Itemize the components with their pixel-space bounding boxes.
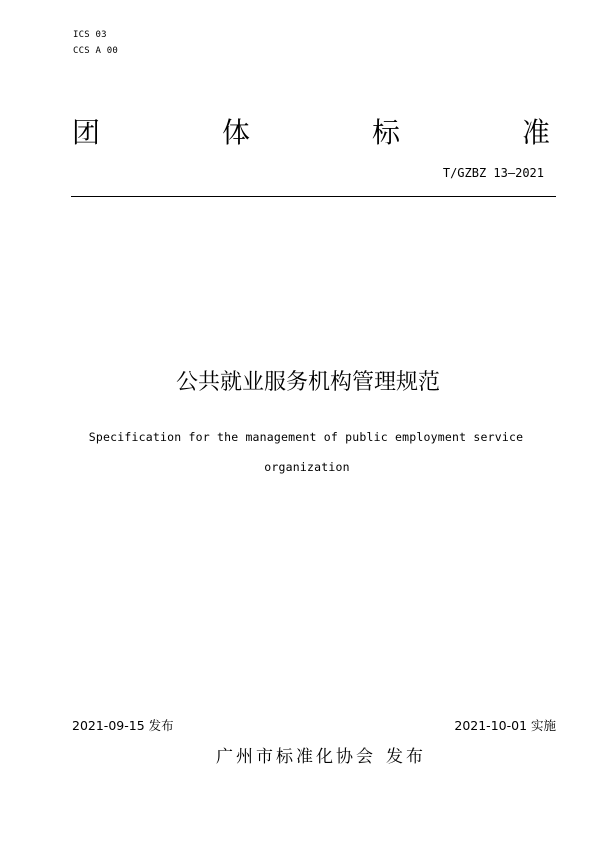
standard-type-char-3: 标 xyxy=(371,116,400,149)
implementation-date: 2021-10-01 实施 xyxy=(454,718,556,733)
publisher-action: 发布 xyxy=(386,747,426,767)
publisher-organization: 广州市标准化协会 xyxy=(216,747,376,767)
ccs-code: CCS A 00 xyxy=(73,46,118,56)
standard-code: T/GZBZ 13—2021 xyxy=(442,166,544,180)
document-title-english-line-1: Specification for the management of public employment service xyxy=(88,430,524,444)
header-divider xyxy=(71,196,556,197)
standard-type-heading xyxy=(72,116,550,150)
document-title-english-line-2: organization xyxy=(264,460,350,474)
standard-type-char-2: 体 xyxy=(221,116,250,149)
publisher-line xyxy=(0,746,600,768)
standard-type-char-4: 准 xyxy=(521,116,550,149)
publish-date: 2021-09-15 发布 xyxy=(72,718,174,733)
ics-code: ICS 03 xyxy=(73,30,107,40)
standard-type-char-1: 团 xyxy=(72,116,101,149)
document-title-chinese: 公共就业服务机构管理规范 xyxy=(175,370,440,395)
